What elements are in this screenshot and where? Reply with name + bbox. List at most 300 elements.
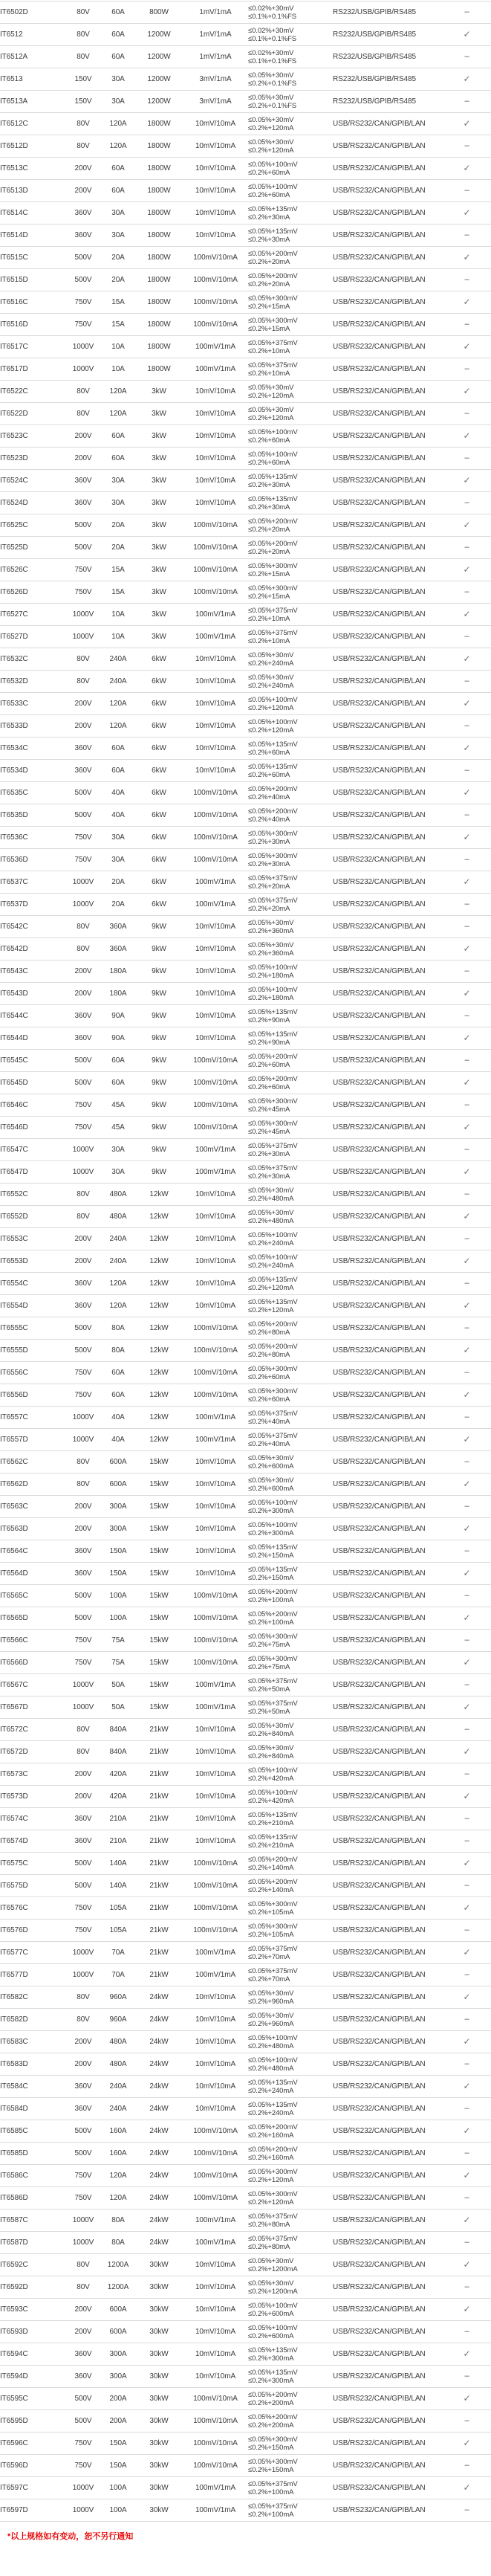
model-cell: IT6525D bbox=[0, 543, 28, 552]
current-cell: 30A bbox=[111, 1146, 125, 1154]
interfaces-cell: USB/RS232/CAN/GPIB/LAN bbox=[333, 2439, 426, 2447]
voltage-accuracy-line: ≤0.05%+200mV bbox=[248, 249, 298, 258]
model-cell: IT6574C bbox=[0, 1815, 28, 1823]
interfaces-cell: USB/RS232/CAN/GPIB/LAN bbox=[333, 521, 426, 529]
table-row bbox=[0, 1652, 491, 1674]
voltage-cell: 1000V bbox=[72, 2484, 94, 2492]
current-accuracy-line: ≤0.2%+30mA bbox=[248, 837, 290, 846]
table-row bbox=[0, 1139, 491, 1161]
voltage-accuracy-line: ≤0.05%+135mV bbox=[248, 204, 298, 213]
interfaces-cell: USB/RS232/CAN/GPIB/LAN bbox=[333, 1369, 426, 1377]
table-row bbox=[0, 2232, 491, 2254]
interfaces-cell: USB/RS232/CAN/GPIB/LAN bbox=[333, 1235, 426, 1243]
interfaces-cell: USB/RS232/CAN/GPIB/LAN bbox=[333, 1681, 426, 1689]
accuracy-cell bbox=[248, 2455, 333, 2477]
current-accuracy-line: ≤0.2%+120mA bbox=[248, 1305, 294, 1314]
power-cell: 21kW bbox=[149, 1748, 169, 1756]
current-accuracy-line: ≤0.2%+40mA bbox=[248, 793, 290, 801]
power-cell: 6kW bbox=[152, 722, 166, 730]
model-cell: IT6512D bbox=[0, 142, 28, 150]
model-cell: IT6582D bbox=[0, 2015, 28, 2024]
model-cell: IT6555D bbox=[0, 1346, 28, 1355]
voltage-accuracy-line: ≤0.05%+375mV bbox=[248, 628, 298, 637]
dash-icon: – bbox=[464, 1925, 469, 1934]
accuracy-cell bbox=[248, 180, 333, 202]
current-accuracy-line: ≤0.2%+120mA bbox=[248, 146, 294, 155]
interfaces-cell: USB/RS232/CAN/GPIB/LAN bbox=[333, 1748, 426, 1756]
availability-cell bbox=[443, 1384, 491, 1407]
power-cell: 21kW bbox=[149, 1904, 169, 1912]
voltage-cell: 1000V bbox=[72, 1971, 94, 1979]
resolution-cell: 100mV/10mA bbox=[193, 1346, 238, 1355]
power-cell: 12kW bbox=[149, 1235, 169, 1243]
availability-cell bbox=[443, 916, 491, 938]
voltage-accuracy-line: ≤0.05%+100mV bbox=[248, 1520, 298, 1529]
table-row bbox=[0, 1094, 491, 1117]
voltage-accuracy-line: ≤0.05%+200mV bbox=[248, 807, 298, 816]
accuracy-cell bbox=[248, 2076, 333, 2098]
dash-icon: – bbox=[464, 810, 469, 819]
accuracy-cell bbox=[248, 2299, 333, 2321]
availability-cell bbox=[443, 2009, 491, 2031]
check-icon: ✓ bbox=[463, 1479, 471, 1489]
voltage-cell: 80V bbox=[77, 2283, 90, 2291]
check-icon: ✓ bbox=[463, 1523, 471, 1534]
check-icon: ✓ bbox=[463, 1992, 471, 2002]
interfaces-cell: USB/RS232/CAN/GPIB/LAN bbox=[333, 2149, 426, 2157]
resolution-cell: 100mV/10mA bbox=[193, 2417, 238, 2425]
voltage-accuracy-line: ≤0.05%+375mV bbox=[248, 2212, 298, 2221]
power-cell: 30kW bbox=[149, 2395, 169, 2403]
table-row bbox=[0, 1362, 491, 1384]
availability-cell bbox=[443, 1429, 491, 1451]
table-row bbox=[0, 871, 491, 894]
accuracy-cell bbox=[248, 1228, 333, 1250]
model-cell: IT6513D bbox=[0, 187, 28, 195]
power-cell: 24kW bbox=[149, 2216, 169, 2224]
model-cell: IT6574D bbox=[0, 1837, 28, 1845]
power-cell: 6kW bbox=[152, 677, 166, 685]
voltage-accuracy-line: ≤0.05%+100mV bbox=[248, 717, 298, 726]
interfaces-cell: USB/RS232/CAN/GPIB/LAN bbox=[333, 410, 426, 418]
current-accuracy-line: ≤0.2%+160mA bbox=[248, 2153, 294, 2162]
dash-icon: – bbox=[464, 587, 469, 596]
voltage-cell: 200V bbox=[74, 1235, 92, 1243]
availability-cell bbox=[443, 247, 491, 269]
accuracy-cell bbox=[248, 1206, 333, 1228]
interfaces-cell: USB/RS232/CAN/GPIB/LAN bbox=[333, 1346, 426, 1355]
voltage-accuracy-line: ≤0.05%+135mV bbox=[248, 472, 298, 481]
voltage-cell: 1000V bbox=[72, 2216, 94, 2224]
power-cell: 24kW bbox=[149, 2194, 169, 2202]
power-cell: 21kW bbox=[149, 1971, 169, 1979]
model-cell: IT6585D bbox=[0, 2149, 28, 2157]
table-row bbox=[0, 1, 491, 24]
voltage-cell: 1000V bbox=[72, 878, 94, 886]
availability-cell bbox=[443, 1875, 491, 1897]
resolution-cell: 1mV/1mA bbox=[199, 30, 232, 39]
resolution-cell: 10mV/10mA bbox=[195, 2060, 236, 2068]
check-icon: ✓ bbox=[463, 118, 471, 129]
voltage-accuracy-line: ≤0.05%+30mV bbox=[248, 1721, 294, 1730]
current-cell: 200A bbox=[109, 2417, 127, 2425]
power-cell: 9kW bbox=[152, 1056, 166, 1065]
resolution-cell: 10mV/10mA bbox=[195, 2105, 236, 2113]
availability-cell bbox=[443, 1117, 491, 1139]
accuracy-cell bbox=[248, 871, 333, 894]
table-row bbox=[0, 1005, 491, 1027]
current-accuracy-line: ≤0.2%+90mA bbox=[248, 1016, 290, 1024]
power-cell: 24kW bbox=[149, 2082, 169, 2091]
interfaces-cell: RS232/USB/GPIB/RS485 bbox=[333, 75, 416, 83]
voltage-cell: 80V bbox=[77, 142, 90, 150]
power-cell: 3kW bbox=[152, 521, 166, 529]
current-cell: 300A bbox=[109, 2372, 127, 2380]
current-accuracy-line: ≤0.2%+30mA bbox=[248, 480, 290, 489]
model-cell: IT6583D bbox=[0, 2060, 28, 2068]
voltage-cell: 750V bbox=[74, 2462, 92, 2470]
resolution-cell: 100mV/10mA bbox=[193, 1369, 238, 1377]
accuracy-cell bbox=[248, 2009, 333, 2031]
accuracy-cell bbox=[248, 983, 333, 1005]
voltage-cell: 750V bbox=[74, 1904, 92, 1912]
check-icon: ✓ bbox=[463, 430, 471, 441]
current-cell: 60A bbox=[111, 1369, 125, 1377]
voltage-accuracy-line: ≤0.05%+200mV bbox=[248, 539, 298, 548]
check-icon: ✓ bbox=[463, 1791, 471, 1801]
dash-icon: – bbox=[464, 498, 469, 507]
current-accuracy-line: ≤0.2%+10mA bbox=[248, 369, 290, 378]
voltage-accuracy-line: ≤0.05%+375mV bbox=[248, 874, 298, 882]
availability-cell bbox=[443, 2143, 491, 2165]
availability-cell bbox=[443, 1161, 491, 1184]
voltage-cell: 80V bbox=[77, 53, 90, 61]
table-row bbox=[0, 1250, 491, 1273]
check-icon: ✓ bbox=[463, 1902, 471, 1913]
current-accuracy-line: ≤0.2%+300mA bbox=[248, 2376, 294, 2385]
table-row bbox=[0, 2098, 491, 2120]
resolution-cell: 10mV/10mA bbox=[195, 1302, 236, 1310]
interfaces-cell: USB/RS232/CAN/GPIB/LAN bbox=[333, 164, 426, 172]
current-accuracy-line: ≤0.2%+840mA bbox=[248, 1729, 294, 1738]
voltage-accuracy-line: ≤0.05%+30mV bbox=[248, 1453, 294, 1462]
dash-icon: – bbox=[464, 230, 469, 239]
voltage-cell: 360V bbox=[74, 1302, 92, 1310]
model-cell: IT6513C bbox=[0, 164, 28, 172]
resolution-cell: 10mV/10mA bbox=[195, 945, 236, 953]
availability-cell bbox=[443, 2343, 491, 2366]
dash-icon: – bbox=[464, 855, 469, 864]
availability-cell bbox=[443, 314, 491, 336]
voltage-accuracy-line: ≤0.02%+30mV bbox=[248, 4, 294, 13]
voltage-cell: 500V bbox=[74, 521, 92, 529]
voltage-accuracy-line: ≤0.05%+375mV bbox=[248, 338, 298, 347]
interfaces-cell: USB/RS232/CAN/GPIB/LAN bbox=[333, 1525, 426, 1533]
interfaces-cell: USB/RS232/CAN/GPIB/LAN bbox=[333, 142, 426, 150]
interfaces-cell: USB/RS232/CAN/GPIB/LAN bbox=[333, 120, 426, 128]
table-row bbox=[0, 448, 491, 470]
current-accuracy-line: ≤0.2%+480mA bbox=[248, 2041, 294, 2050]
model-cell: IT6555C bbox=[0, 1324, 28, 1332]
interfaces-cell: RS232/USB/GPIB/RS485 bbox=[333, 8, 416, 16]
interfaces-cell: USB/RS232/CAN/GPIB/LAN bbox=[333, 1034, 426, 1042]
availability-cell bbox=[443, 91, 491, 113]
voltage-accuracy-line: ≤0.05%+375mV bbox=[248, 1966, 298, 1975]
current-cell: 100A bbox=[109, 1614, 127, 1622]
current-cell: 160A bbox=[109, 2127, 127, 2135]
voltage-cell: 200V bbox=[74, 2038, 92, 2046]
power-cell: 9kW bbox=[152, 1146, 166, 1154]
current-cell: 60A bbox=[111, 1056, 125, 1065]
resolution-cell: 10mV/10mA bbox=[195, 967, 236, 975]
voltage-cell: 750V bbox=[74, 298, 92, 306]
voltage-accuracy-line: ≤0.05%+200mV bbox=[248, 1877, 298, 1886]
interfaces-cell: USB/RS232/CAN/GPIB/LAN bbox=[333, 811, 426, 819]
current-accuracy-line: ≤0.2%+60mA bbox=[248, 168, 290, 177]
voltage-accuracy-line: ≤0.05%+300mV bbox=[248, 294, 298, 303]
resolution-cell: 100mV/1mA bbox=[195, 610, 236, 619]
current-accuracy-line: ≤0.2%+10mA bbox=[248, 636, 290, 645]
table-row bbox=[0, 1808, 491, 1830]
current-accuracy-line: ≤0.2%+120mA bbox=[248, 1283, 294, 1292]
voltage-accuracy-line: ≤0.05%+300mV bbox=[248, 1899, 298, 1908]
resolution-cell: 100mV/1mA bbox=[195, 1168, 236, 1176]
voltage-accuracy-line: ≤0.05%+30mV bbox=[248, 940, 294, 949]
interfaces-cell: USB/RS232/CAN/GPIB/LAN bbox=[333, 1659, 426, 1667]
availability-cell bbox=[443, 2410, 491, 2433]
current-cell: 15A bbox=[111, 298, 125, 306]
dash-icon: – bbox=[464, 2461, 469, 2470]
current-cell: 360A bbox=[109, 945, 127, 953]
availability-cell bbox=[443, 1786, 491, 1808]
model-cell: IT6563C bbox=[0, 1502, 28, 1511]
resolution-cell: 100mV/1mA bbox=[195, 2238, 236, 2247]
accuracy-cell bbox=[248, 1362, 333, 1384]
current-cell: 160A bbox=[109, 2149, 127, 2157]
voltage-accuracy-line: ≤0.05%+30mV bbox=[248, 1476, 294, 1485]
current-accuracy-line: ≤0.2%+140mA bbox=[248, 1863, 294, 1872]
interfaces-cell: USB/RS232/CAN/GPIB/LAN bbox=[333, 2395, 426, 2403]
accuracy-cell bbox=[248, 1786, 333, 1808]
table-row bbox=[0, 1295, 491, 1317]
voltage-accuracy-line: ≤0.05%+200mV bbox=[248, 1052, 298, 1061]
interfaces-cell: USB/RS232/CAN/GPIB/LAN bbox=[333, 1904, 426, 1912]
accuracy-cell bbox=[248, 938, 333, 961]
model-cell: IT6597D bbox=[0, 2506, 28, 2514]
accuracy-cell bbox=[248, 1630, 333, 1652]
current-cell: 120A bbox=[109, 120, 127, 128]
check-icon: ✓ bbox=[463, 877, 471, 887]
availability-cell bbox=[443, 448, 491, 470]
voltage-cell: 500V bbox=[74, 1056, 92, 1065]
check-icon: ✓ bbox=[463, 297, 471, 307]
resolution-cell: 1mV/1mA bbox=[199, 53, 232, 61]
current-cell: 480A bbox=[109, 2060, 127, 2068]
table-row bbox=[0, 1161, 491, 1184]
table-row bbox=[0, 961, 491, 983]
accuracy-cell bbox=[248, 804, 333, 827]
resolution-cell: 10mV/10mA bbox=[195, 1235, 236, 1243]
power-cell: 6kW bbox=[152, 766, 166, 775]
table-row bbox=[0, 2410, 491, 2433]
current-cell: 50A bbox=[111, 1703, 125, 1711]
current-accuracy-line: ≤0.2%+480mA bbox=[248, 1194, 294, 1203]
interfaces-cell: USB/RS232/CAN/GPIB/LAN bbox=[333, 1770, 426, 1778]
availability-cell bbox=[443, 1496, 491, 1518]
table-row bbox=[0, 2187, 491, 2209]
current-cell: 60A bbox=[111, 30, 125, 39]
voltage-cell: 750V bbox=[74, 2439, 92, 2447]
voltage-accuracy-line: ≤0.05%+30mV bbox=[248, 673, 294, 682]
current-cell: 60A bbox=[111, 744, 125, 752]
power-cell: 6kW bbox=[152, 789, 166, 797]
voltage-accuracy-line: ≤0.05%+375mV bbox=[248, 2502, 298, 2511]
interfaces-cell: USB/RS232/CAN/GPIB/LAN bbox=[333, 923, 426, 931]
power-cell: 3kW bbox=[152, 387, 166, 396]
current-accuracy-line: ≤0.2%+40mA bbox=[248, 1417, 290, 1426]
power-cell: 21kW bbox=[149, 1726, 169, 1734]
current-accuracy-line: ≤0.2%+240mA bbox=[248, 1261, 294, 1270]
current-cell: 240A bbox=[109, 655, 127, 663]
accuracy-cell bbox=[248, 2209, 333, 2232]
check-icon: ✓ bbox=[463, 2036, 471, 2047]
current-accuracy-line: ≤0.2%+120mA bbox=[248, 703, 294, 712]
power-cell: 15kW bbox=[149, 1592, 169, 1600]
interfaces-cell: USB/RS232/CAN/GPIB/LAN bbox=[333, 700, 426, 708]
accuracy-cell bbox=[248, 1094, 333, 1117]
resolution-cell: 100mV/10mA bbox=[193, 856, 238, 864]
model-cell: IT6554C bbox=[0, 1279, 28, 1288]
voltage-accuracy-line: ≤0.05%+300mV bbox=[248, 851, 298, 860]
power-cell: 24kW bbox=[149, 2038, 169, 2046]
current-cell: 150A bbox=[109, 1547, 127, 1555]
interfaces-cell: USB/RS232/CAN/GPIB/LAN bbox=[333, 477, 426, 485]
current-accuracy-line: ≤0.2%+20mA bbox=[248, 904, 290, 913]
accuracy-cell bbox=[248, 1496, 333, 1518]
dash-icon: – bbox=[464, 2505, 469, 2514]
table-row bbox=[0, 537, 491, 559]
interfaces-cell: USB/RS232/CAN/GPIB/LAN bbox=[333, 1324, 426, 1332]
resolution-cell: 10mV/10mA bbox=[195, 231, 236, 239]
power-cell: 1800W bbox=[147, 365, 171, 373]
availability-cell bbox=[443, 68, 491, 91]
model-cell: IT6533D bbox=[0, 722, 28, 730]
voltage-accuracy-line: ≤0.05%+200mV bbox=[248, 2390, 298, 2399]
current-cell: 480A bbox=[109, 1190, 127, 1198]
table-row bbox=[0, 2009, 491, 2031]
accuracy-cell bbox=[248, 269, 333, 291]
current-cell: 75A bbox=[111, 1659, 125, 1667]
power-cell: 1800W bbox=[147, 231, 171, 239]
power-cell: 15kW bbox=[149, 1614, 169, 1622]
table-row bbox=[0, 671, 491, 693]
check-icon: ✓ bbox=[463, 1702, 471, 1712]
availability-cell bbox=[443, 715, 491, 737]
table-row bbox=[0, 2455, 491, 2477]
resolution-cell: 10mV/10mA bbox=[195, 2015, 236, 2024]
voltage-cell: 150V bbox=[74, 97, 92, 106]
model-cell: IT6526D bbox=[0, 588, 28, 596]
current-accuracy-line: ≤0.2%+240mA bbox=[248, 2108, 294, 2117]
table-row bbox=[0, 916, 491, 938]
accuracy-cell bbox=[248, 1830, 333, 1853]
resolution-cell: 100mV/10mA bbox=[193, 2172, 238, 2180]
table-row bbox=[0, 470, 491, 492]
resolution-cell: 100mV/10mA bbox=[193, 521, 238, 529]
table-row bbox=[0, 1630, 491, 1652]
current-cell: 840A bbox=[109, 1748, 127, 1756]
check-icon: ✓ bbox=[463, 1568, 471, 1578]
voltage-accuracy-line: ≤0.05%+100mV bbox=[248, 2056, 298, 2065]
availability-cell bbox=[443, 1563, 491, 1585]
model-cell: IT6562D bbox=[0, 1480, 28, 1488]
accuracy-cell bbox=[248, 202, 333, 225]
accuracy-cell bbox=[248, 2477, 333, 2499]
check-icon: ✓ bbox=[463, 1947, 471, 1957]
voltage-cell: 200V bbox=[74, 990, 92, 998]
availability-cell bbox=[443, 425, 491, 448]
current-accuracy-line: ≤0.2%+360mA bbox=[248, 926, 294, 935]
current-accuracy-line: ≤0.2%+150mA bbox=[248, 1551, 294, 1560]
power-cell: 1200W bbox=[147, 53, 171, 61]
table-row bbox=[0, 2499, 491, 2522]
dash-icon: – bbox=[464, 2238, 469, 2247]
interfaces-cell: USB/RS232/CAN/GPIB/LAN bbox=[333, 990, 426, 998]
model-cell: IT6514D bbox=[0, 231, 28, 239]
voltage-accuracy-line: ≤0.05%+375mV bbox=[248, 1163, 298, 1172]
table-row bbox=[0, 314, 491, 336]
accuracy-cell bbox=[248, 1072, 333, 1094]
availability-cell bbox=[443, 135, 491, 158]
model-cell: IT6523C bbox=[0, 432, 28, 440]
accuracy-cell bbox=[248, 760, 333, 782]
current-accuracy-line: ≤0.2%+60mA bbox=[248, 1060, 290, 1069]
resolution-cell: 100mV/10mA bbox=[193, 2462, 238, 2470]
voltage-cell: 500V bbox=[74, 2417, 92, 2425]
table-row bbox=[0, 581, 491, 604]
current-accuracy-line: ≤0.2%+30mA bbox=[248, 213, 290, 222]
table-row bbox=[0, 1340, 491, 1362]
dash-icon: – bbox=[464, 1323, 469, 1332]
power-cell: 800W bbox=[149, 8, 169, 16]
voltage-cell: 360V bbox=[74, 1569, 92, 1578]
interfaces-cell: USB/RS232/CAN/GPIB/LAN bbox=[333, 2261, 426, 2269]
power-cell: 3kW bbox=[152, 477, 166, 485]
current-accuracy-line: ≤0.2%+0.1%FS bbox=[248, 79, 297, 88]
model-cell: IT6543C bbox=[0, 967, 28, 975]
voltage-cell: 80V bbox=[77, 1458, 90, 1466]
current-cell: 10A bbox=[111, 633, 125, 641]
power-cell: 6kW bbox=[152, 700, 166, 708]
dash-icon: – bbox=[464, 97, 469, 106]
table-row bbox=[0, 983, 491, 1005]
availability-cell bbox=[443, 202, 491, 225]
check-icon: ✓ bbox=[463, 564, 471, 575]
table-row bbox=[0, 1920, 491, 1942]
current-cell: 15A bbox=[111, 566, 125, 574]
availability-cell bbox=[443, 1094, 491, 1117]
current-cell: 20A bbox=[111, 543, 125, 552]
model-cell: IT6516C bbox=[0, 298, 28, 306]
voltage-cell: 360V bbox=[74, 499, 92, 507]
voltage-accuracy-line: ≤0.05%+200mV bbox=[248, 1610, 298, 1618]
dash-icon: – bbox=[464, 1546, 469, 1555]
model-cell: IT6525C bbox=[0, 521, 28, 529]
current-cell: 75A bbox=[111, 1636, 125, 1644]
resolution-cell: 10mV/10mA bbox=[195, 1279, 236, 1288]
power-cell: 21kW bbox=[149, 1815, 169, 1823]
table-row bbox=[0, 2299, 491, 2321]
